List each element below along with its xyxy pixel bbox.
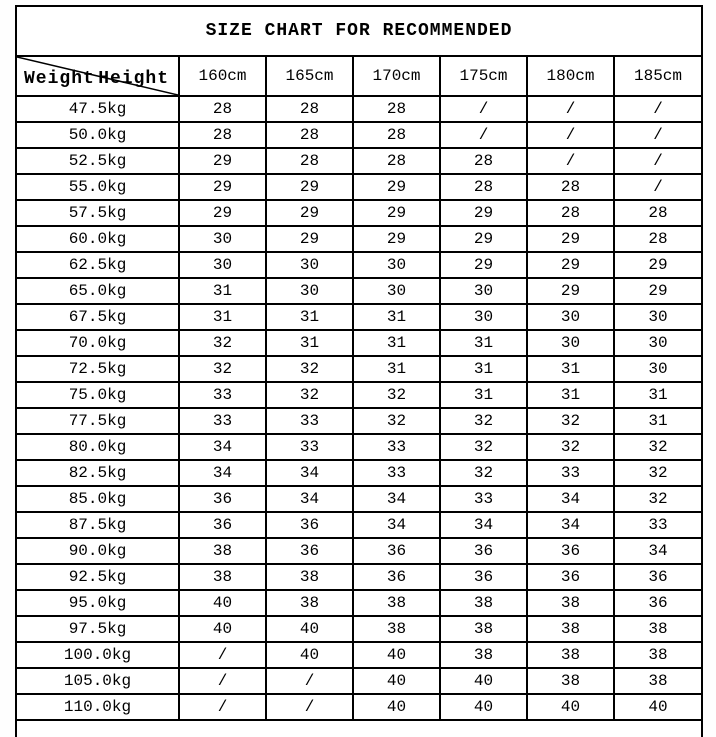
weight-cell: 97.5kg xyxy=(17,616,179,642)
size-cell: 32 xyxy=(527,434,614,460)
size-cell: 32 xyxy=(179,330,266,356)
size-cell: 29 xyxy=(614,278,701,304)
size-cell: 31 xyxy=(440,382,527,408)
size-cell: / xyxy=(179,642,266,668)
size-cell: / xyxy=(527,96,614,122)
size-cell: 40 xyxy=(266,642,353,668)
size-cell: 40 xyxy=(353,642,440,668)
size-cell: 29 xyxy=(353,174,440,200)
table-row xyxy=(17,382,701,408)
size-cell: 32 xyxy=(440,408,527,434)
size-cell: 30 xyxy=(440,304,527,330)
size-cell: 38 xyxy=(527,616,614,642)
size-cell: 38 xyxy=(440,590,527,616)
size-cell: 31 xyxy=(440,330,527,356)
weight-cell: 75.0kg xyxy=(17,382,179,408)
size-cell: 33 xyxy=(179,408,266,434)
size-chart-frame xyxy=(15,5,703,737)
size-cell: 28 xyxy=(179,96,266,122)
size-cell: 34 xyxy=(266,486,353,512)
size-cell: 36 xyxy=(527,538,614,564)
size-cell: 30 xyxy=(179,226,266,252)
size-cell: 34 xyxy=(614,538,701,564)
size-cell: 28 xyxy=(353,96,440,122)
size-cell: 32 xyxy=(440,434,527,460)
size-cell: 30 xyxy=(614,330,701,356)
size-cell: 36 xyxy=(527,564,614,590)
size-cell: 32 xyxy=(614,434,701,460)
size-cell: 36 xyxy=(614,590,701,616)
size-cell: 38 xyxy=(614,616,701,642)
size-cell: 38 xyxy=(527,668,614,694)
size-cell: 28 xyxy=(440,148,527,174)
size-cell: 31 xyxy=(527,382,614,408)
size-cell: 36 xyxy=(179,512,266,538)
size-cell: 28 xyxy=(353,148,440,174)
table-row xyxy=(17,668,701,694)
size-cell: 31 xyxy=(179,278,266,304)
height-column-header: 165cm xyxy=(266,57,353,96)
table-row xyxy=(17,330,701,356)
size-cell: 33 xyxy=(266,434,353,460)
size-cell: 30 xyxy=(614,356,701,382)
size-cell: 38 xyxy=(353,616,440,642)
height-column-header: 180cm xyxy=(527,57,614,96)
weight-cell: 80.0kg xyxy=(17,434,179,460)
size-cell: 31 xyxy=(353,330,440,356)
size-cell: 31 xyxy=(440,356,527,382)
size-cell: 29 xyxy=(266,200,353,226)
table-row xyxy=(17,278,701,304)
size-cell: 38 xyxy=(527,590,614,616)
size-cell: 29 xyxy=(266,226,353,252)
size-cell: 30 xyxy=(527,330,614,356)
size-cell: 33 xyxy=(179,382,266,408)
size-cell: 38 xyxy=(614,668,701,694)
size-cell: 36 xyxy=(179,486,266,512)
size-cell: 29 xyxy=(527,226,614,252)
size-cell: 29 xyxy=(179,200,266,226)
table-row xyxy=(17,460,701,486)
weight-axis-label: Weight xyxy=(24,69,95,89)
size-cell: 31 xyxy=(266,304,353,330)
size-cell: 36 xyxy=(440,538,527,564)
size-cell: 40 xyxy=(440,668,527,694)
size-cell: 28 xyxy=(266,122,353,148)
table-row xyxy=(17,642,701,668)
size-cell: 30 xyxy=(179,252,266,278)
weight-cell: 62.5kg xyxy=(17,252,179,278)
size-cell: / xyxy=(614,148,701,174)
size-cell: 30 xyxy=(527,304,614,330)
size-cell: 28 xyxy=(527,174,614,200)
size-cell: 38 xyxy=(614,642,701,668)
size-cell: 38 xyxy=(440,642,527,668)
table-row xyxy=(17,252,701,278)
size-cell: 33 xyxy=(353,460,440,486)
table-row xyxy=(17,434,701,460)
size-cell: / xyxy=(614,96,701,122)
size-cell: 28 xyxy=(440,174,527,200)
size-cell: 36 xyxy=(614,564,701,590)
size-cell: 30 xyxy=(614,304,701,330)
table-row xyxy=(17,590,701,616)
size-cell: 29 xyxy=(527,252,614,278)
size-cell: 28 xyxy=(179,122,266,148)
size-cell: 36 xyxy=(353,564,440,590)
size-cell: 31 xyxy=(614,382,701,408)
height-axis-label: Height xyxy=(98,69,169,89)
size-cell: 34 xyxy=(353,512,440,538)
table-row xyxy=(17,200,701,226)
height-column-header: 160cm xyxy=(179,57,266,96)
size-cell: 40 xyxy=(179,590,266,616)
size-cell: 40 xyxy=(353,694,440,720)
size-cell: 31 xyxy=(614,408,701,434)
weight-cell: 60.0kg xyxy=(17,226,179,252)
table-row xyxy=(17,538,701,564)
size-cell: 38 xyxy=(527,642,614,668)
corner-cell xyxy=(17,57,179,96)
size-cell: / xyxy=(440,96,527,122)
size-cell: 33 xyxy=(353,434,440,460)
size-cell: 30 xyxy=(266,252,353,278)
size-cell: 30 xyxy=(266,278,353,304)
weight-cell: 47.5kg xyxy=(17,96,179,122)
size-cell: 29 xyxy=(266,174,353,200)
size-cell: / xyxy=(266,694,353,720)
size-cell: 31 xyxy=(527,356,614,382)
size-cell: / xyxy=(527,122,614,148)
height-column-header: 175cm xyxy=(440,57,527,96)
weight-cell: 52.5kg xyxy=(17,148,179,174)
table-row xyxy=(17,694,701,720)
size-cell: 29 xyxy=(440,200,527,226)
table-row xyxy=(17,564,701,590)
size-cell: 34 xyxy=(179,434,266,460)
size-cell: 29 xyxy=(440,226,527,252)
table-row xyxy=(17,96,701,122)
size-cell: 34 xyxy=(353,486,440,512)
size-cell: 29 xyxy=(614,252,701,278)
size-cell: / xyxy=(179,668,266,694)
size-cell: / xyxy=(527,148,614,174)
weight-cell: 77.5kg xyxy=(17,408,179,434)
size-cell: 29 xyxy=(353,226,440,252)
weight-cell: 85.0kg xyxy=(17,486,179,512)
size-cell: 29 xyxy=(440,252,527,278)
size-cell: 34 xyxy=(179,460,266,486)
size-cell: 28 xyxy=(527,200,614,226)
size-cell: 28 xyxy=(614,226,701,252)
size-cell: 38 xyxy=(440,616,527,642)
table-body xyxy=(17,96,701,720)
size-cell: 34 xyxy=(266,460,353,486)
weight-cell: 67.5kg xyxy=(17,304,179,330)
size-cell: 33 xyxy=(266,408,353,434)
size-cell: 28 xyxy=(266,96,353,122)
table-row xyxy=(17,616,701,642)
size-cell: 33 xyxy=(527,460,614,486)
size-cell: 31 xyxy=(179,304,266,330)
size-cell: 36 xyxy=(266,512,353,538)
size-cell: 32 xyxy=(266,382,353,408)
size-cell: / xyxy=(614,122,701,148)
size-cell: 38 xyxy=(353,590,440,616)
weight-cell: 110.0kg xyxy=(17,694,179,720)
size-cell: 38 xyxy=(266,590,353,616)
size-cell: 33 xyxy=(440,486,527,512)
size-cell: 32 xyxy=(614,460,701,486)
weight-cell: 100.0kg xyxy=(17,642,179,668)
size-cell: 29 xyxy=(527,278,614,304)
weight-cell: 90.0kg xyxy=(17,538,179,564)
table-row xyxy=(17,486,701,512)
size-cell: 28 xyxy=(353,122,440,148)
size-cell: 28 xyxy=(614,200,701,226)
height-column-header: 170cm xyxy=(353,57,440,96)
table-row xyxy=(17,122,701,148)
size-cell: 29 xyxy=(353,200,440,226)
size-cell: 40 xyxy=(614,694,701,720)
size-cell: 40 xyxy=(266,616,353,642)
size-cell: 40 xyxy=(527,694,614,720)
size-cell: 28 xyxy=(266,148,353,174)
weight-cell: 105.0kg xyxy=(17,668,179,694)
size-table xyxy=(17,57,701,721)
weight-cell: 70.0kg xyxy=(17,330,179,356)
table-row xyxy=(17,356,701,382)
size-cell: 40 xyxy=(440,694,527,720)
size-cell: 34 xyxy=(440,512,527,538)
table-row xyxy=(17,304,701,330)
weight-cell: 50.0kg xyxy=(17,122,179,148)
size-cell: 30 xyxy=(353,252,440,278)
table-row xyxy=(17,408,701,434)
table-row xyxy=(17,148,701,174)
weight-cell: 87.5kg xyxy=(17,512,179,538)
size-cell: 30 xyxy=(353,278,440,304)
size-cell: 32 xyxy=(266,356,353,382)
size-cell: 31 xyxy=(353,304,440,330)
weight-cell: 57.5kg xyxy=(17,200,179,226)
size-cell: 30 xyxy=(440,278,527,304)
size-cell: 34 xyxy=(527,512,614,538)
weight-cell: 55.0kg xyxy=(17,174,179,200)
size-cell: 34 xyxy=(527,486,614,512)
table-row xyxy=(17,174,701,200)
size-cell: 32 xyxy=(614,486,701,512)
size-cell: / xyxy=(614,174,701,200)
size-cell: 32 xyxy=(353,382,440,408)
weight-cell: 95.0kg xyxy=(17,590,179,616)
table-row xyxy=(17,512,701,538)
bottom-spacer xyxy=(17,721,701,735)
size-cell: / xyxy=(440,122,527,148)
size-cell: / xyxy=(179,694,266,720)
size-cell: 38 xyxy=(179,538,266,564)
size-cell: 33 xyxy=(614,512,701,538)
chart-title: SIZE CHART FOR RECOMMENDED xyxy=(17,7,701,57)
size-cell: 36 xyxy=(440,564,527,590)
size-cell: / xyxy=(266,668,353,694)
size-cell: 38 xyxy=(179,564,266,590)
size-cell: 40 xyxy=(179,616,266,642)
table-row xyxy=(17,226,701,252)
size-cell: 36 xyxy=(353,538,440,564)
size-cell: 32 xyxy=(353,408,440,434)
height-column-header: 185cm xyxy=(614,57,701,96)
size-cell: 38 xyxy=(266,564,353,590)
size-cell: 32 xyxy=(179,356,266,382)
weight-cell: 72.5kg xyxy=(17,356,179,382)
size-cell: 31 xyxy=(266,330,353,356)
size-cell: 29 xyxy=(179,148,266,174)
header-row xyxy=(17,57,701,96)
weight-cell: 92.5kg xyxy=(17,564,179,590)
size-cell: 29 xyxy=(179,174,266,200)
size-cell: 32 xyxy=(440,460,527,486)
size-cell: 40 xyxy=(353,668,440,694)
size-cell: 36 xyxy=(266,538,353,564)
weight-cell: 65.0kg xyxy=(17,278,179,304)
weight-cell: 82.5kg xyxy=(17,460,179,486)
size-cell: 31 xyxy=(353,356,440,382)
size-cell: 32 xyxy=(527,408,614,434)
